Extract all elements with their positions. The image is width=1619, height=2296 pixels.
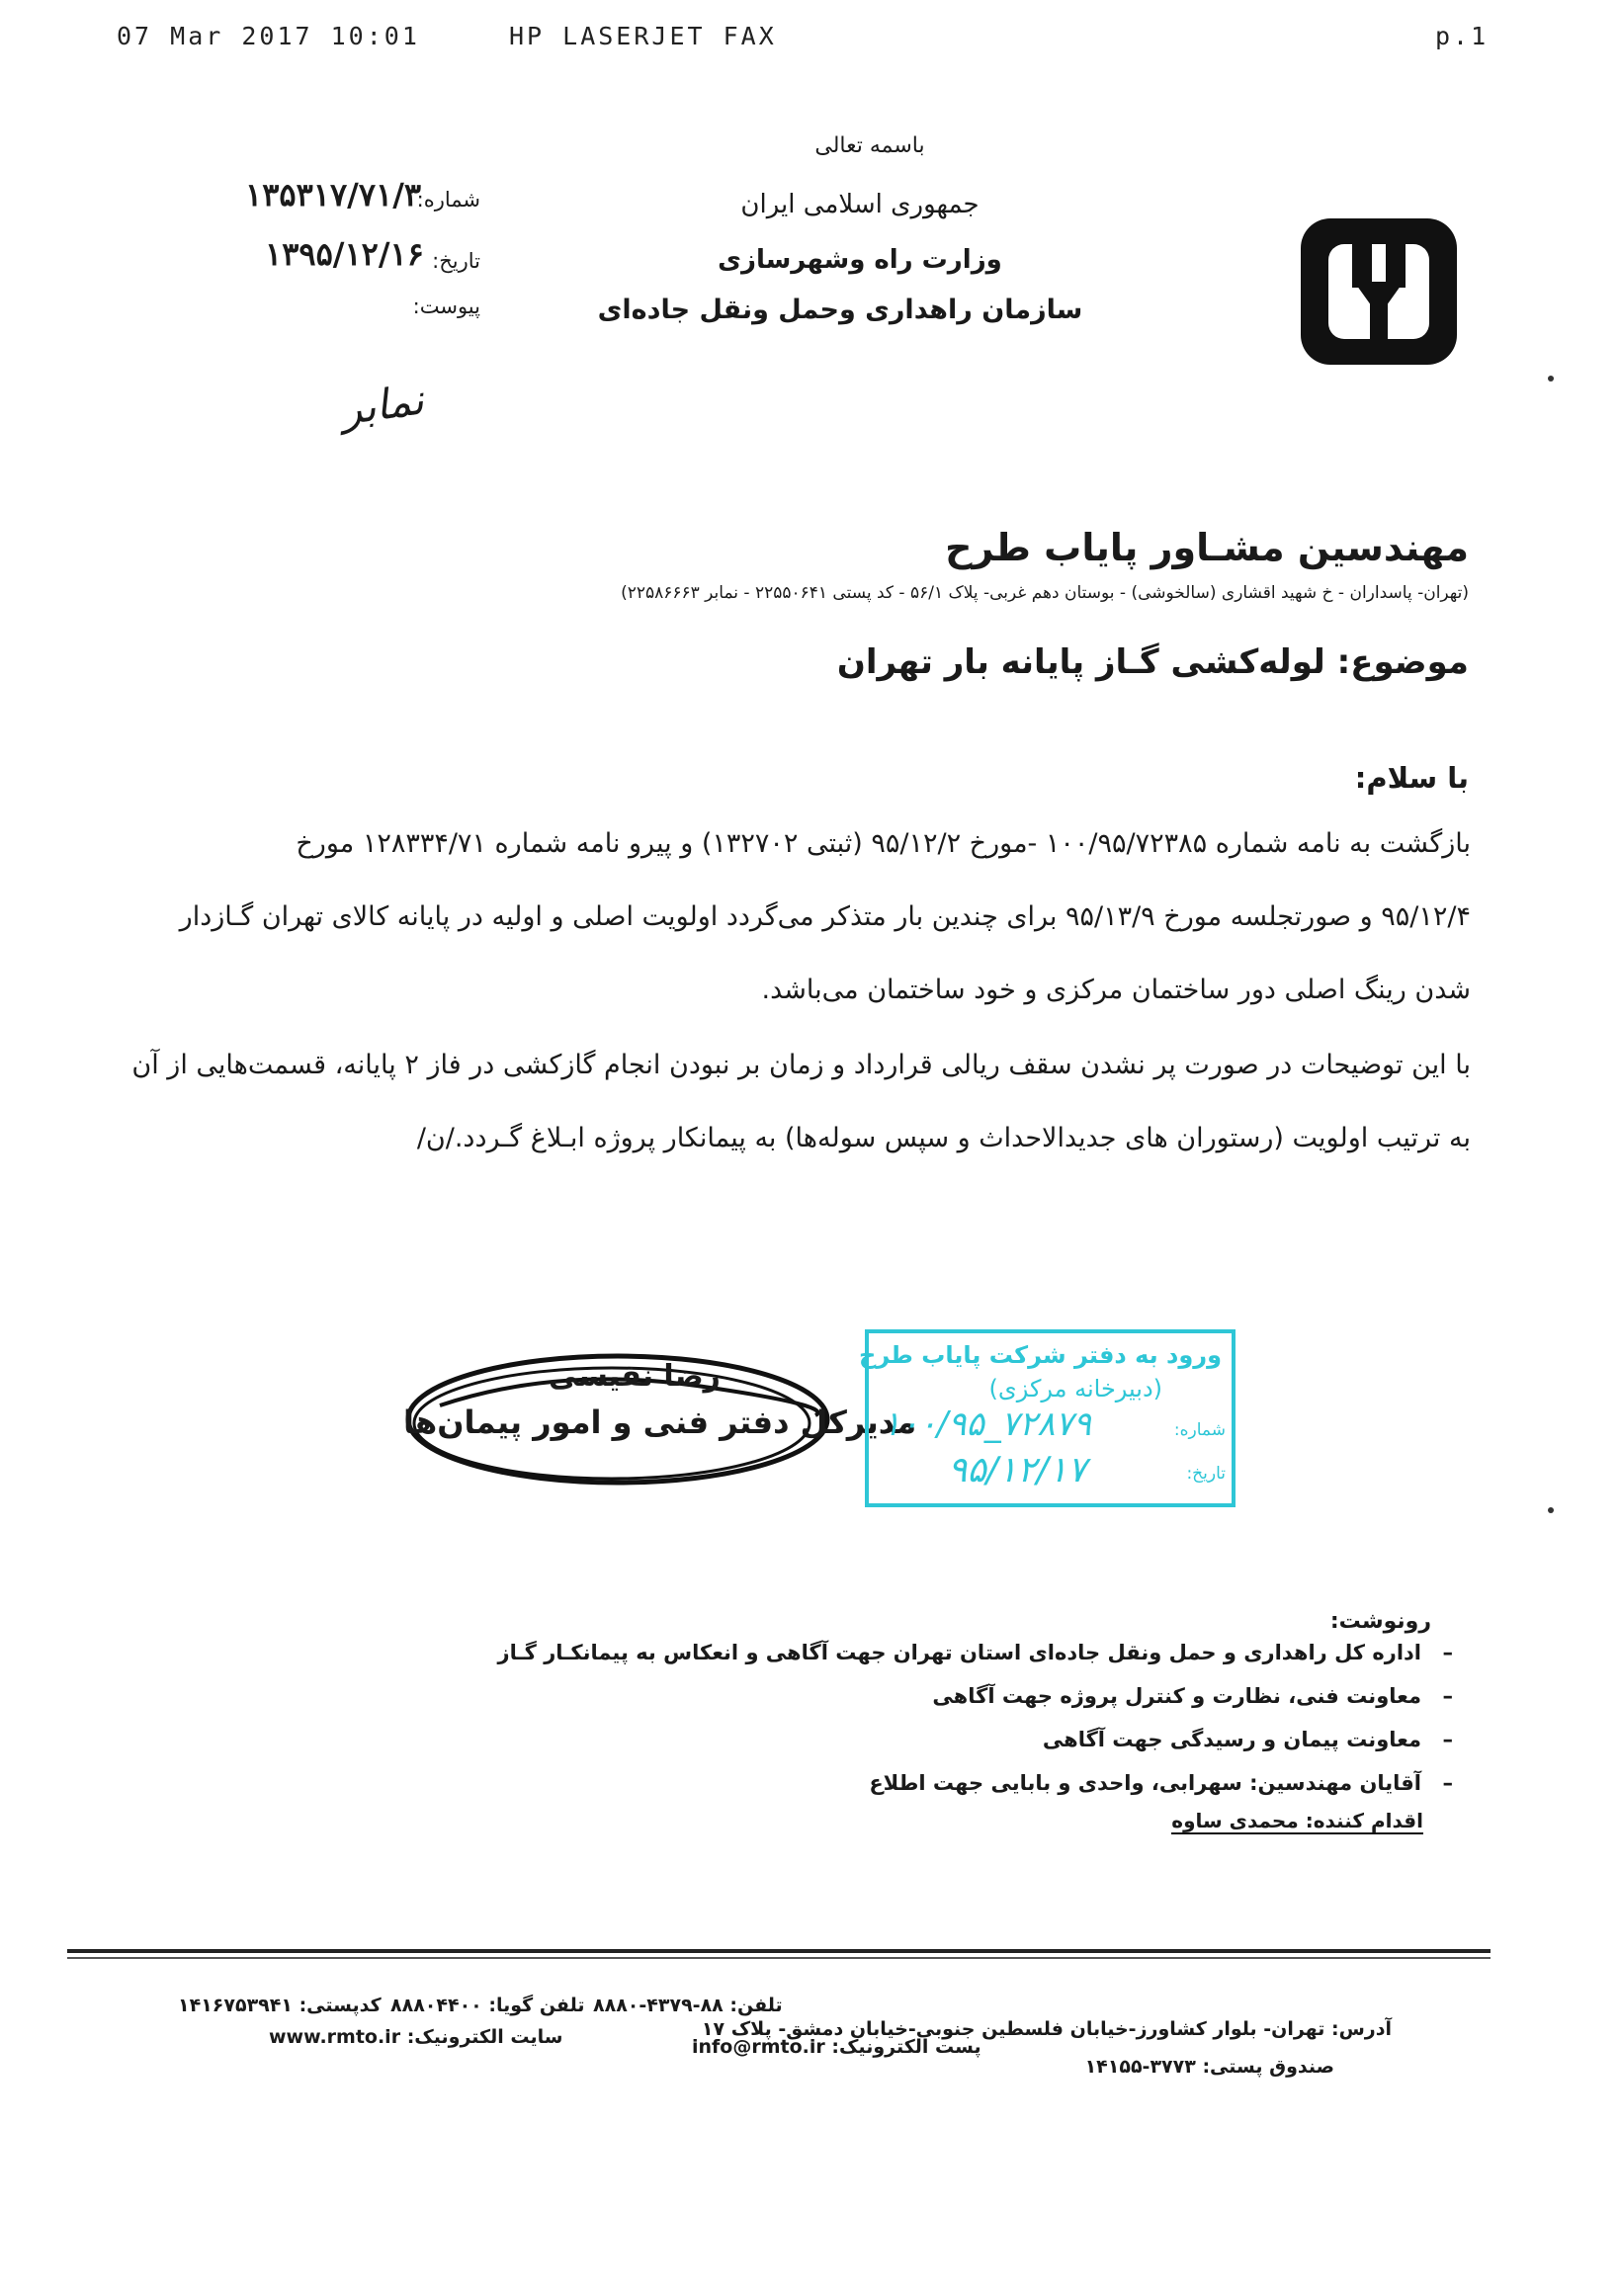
fax-datetime: 07 Mar 2017 10:01 bbox=[117, 22, 420, 50]
punch-mark bbox=[1548, 1507, 1554, 1513]
cc-item-1: – اداره کل راهداری و حمل ونقل جاده‌ای استان تهران جهت آگاهی و انعکاس به پیمانکـار گـاز bbox=[497, 1641, 1453, 1664]
stamp-number-value: ۱۰۰/۹۵_۷۲۸۷۹ bbox=[883, 1404, 1092, 1444]
letter-date: ۱۳۹۵/۱۲/۱۶ bbox=[265, 235, 424, 273]
subject bbox=[837, 642, 1469, 682]
punch-mark bbox=[1548, 376, 1554, 382]
subject-label: موضوع: bbox=[1336, 642, 1469, 682]
attachment-handwritten: نمابر bbox=[337, 375, 427, 435]
footer-website: سایت الکترونیک: www.rmto.ir bbox=[269, 2026, 563, 2048]
recipient-name: مهندسین مشـاور پایاب طرح bbox=[945, 526, 1469, 569]
body-line-2: ۹۵/۱۲/۴ و صورتجلسه مورخ ۹۵/۱۳/۹ برای چندین بار متذکر می‌گردد اولویت اصلی و اولیه در پایانه کالای تهران گـازدار bbox=[179, 901, 1471, 932]
fax-page-number: p.1 bbox=[1435, 22, 1490, 50]
footer-po-box: صندوق پستی: ۳۷۷۳-۱۴۱۵۵ bbox=[1084, 2056, 1334, 2078]
footer-rule-bottom bbox=[67, 1957, 1491, 1959]
recipient-address: (تهران- پاسداران - خ شهید اقشاری (سالخوشی) - بوستان دهم غربی- پلاک ۵۶/۱ - کد پستی ۲۲۵۵۰۶۴۱ - نمابر ۲۲۵۸۶۶۶۳) bbox=[621, 583, 1469, 603]
greeting: با سلام: bbox=[1354, 761, 1469, 795]
body-line-5: به ترتیب اولویت (رستوران های جدیدالاحداث و سپس سوله‌ها) به پیمانکار پروژه ابـلاغ گـردد./ن/ bbox=[416, 1123, 1471, 1153]
letter-number: ۱۳۵۳۱۷/۷۱/۳ bbox=[245, 176, 422, 213]
number-label: شماره: bbox=[416, 188, 480, 212]
stamp-date-label: تاریخ: bbox=[1186, 1464, 1226, 1484]
footer-email: پست الکترونیک: info@rmto.ir bbox=[692, 2036, 981, 2058]
body-line-1: بازگشت به نامه شماره ۱۰۰/۹۵/۷۲۳۸۵ -مورخ ۹۵/۱۲/۲ (ثبتی ۱۳۲۷۰۲) و پیرو نامه شماره ۱۲۸۳۳۴/۷۱ مورخ bbox=[296, 828, 1471, 859]
fax-device: HP LASERJET FAX bbox=[509, 22, 777, 50]
body-line-4: با این توضیحات در صورت پر نشدن سقف ریالی قرارداد و زمان بر نبودن انجام گازکشی در فاز ۲ پایانه، قسمت‌هایی از آن bbox=[131, 1050, 1471, 1080]
cc-bullet: – bbox=[1442, 1728, 1453, 1751]
country-name: جمهوری اسلامی ایران bbox=[740, 190, 980, 219]
footer-rule-top bbox=[67, 1949, 1491, 1953]
organization-name: سازمان راهداری وحمل ونقل جاده‌ای bbox=[597, 295, 1083, 325]
signatory-name: رضا نفیسی bbox=[549, 1359, 721, 1394]
subject-text: لوله‌کشی گـاز پایانه بار تهران bbox=[836, 642, 1325, 682]
cc-title: رونوشت: bbox=[1329, 1609, 1431, 1634]
cc-bullet: – bbox=[1442, 1641, 1453, 1664]
invocation: باسمه تعالی bbox=[814, 133, 925, 158]
stamp-number-label: شماره: bbox=[1173, 1420, 1226, 1440]
cc-bullet: – bbox=[1442, 1684, 1453, 1708]
cc-item-3: – معاونت پیمان و رسیدگی جهت آگاهی bbox=[1042, 1728, 1453, 1751]
cc-bullet: – bbox=[1442, 1771, 1453, 1795]
footer-phone: تلفن: ۸۸-۴۳۷۹-۸۸۸۰ bbox=[593, 1995, 783, 2016]
body-line-3: شدن رینگ اصلی دور ساختمان مرکزی و خود ساختمان می‌باشد. bbox=[761, 975, 1471, 1005]
ministry-name: وزارت راه وشهرسازی bbox=[718, 245, 1002, 275]
rmto-logo bbox=[1295, 213, 1463, 371]
footer-phone-auto: تلفن گویا: ۸۸۸۰۴۴۰۰ bbox=[390, 1995, 585, 2016]
cc-item-4: – آقایان مهندسین: سهرابی، واحدی و بابایی جهت اطلاع bbox=[869, 1771, 1453, 1795]
date-label: تاریخ: bbox=[432, 249, 480, 273]
footer-postal-code: کدپستی: ۱۴۱۶۷۵۳۹۴۱ bbox=[178, 1995, 382, 2016]
action-by: اقدام کننده: محمدی ساوه bbox=[1171, 1809, 1423, 1832]
stamp-line-1: ورود به دفتر شرکت پایاب طرح bbox=[859, 1341, 1222, 1369]
stamp-date-value: ۹۵/۱۲/۱۷ bbox=[948, 1450, 1087, 1490]
reception-stamp bbox=[859, 1329, 1236, 1507]
footer-address: آدرس: تهران- بلوار کشاورز-خیابان فلسطین جنوبی-خیابان دمشق- پلاک ۱۷ bbox=[701, 2018, 1392, 2040]
cc-item-2: – معاونت فنی، نظارت و کنترل پروژه جهت آگاهی bbox=[932, 1684, 1453, 1708]
attachment-label: پیوست: bbox=[412, 295, 480, 318]
signatory-title: مدیرکل دفتر فنی و امور پیمان‌ها bbox=[403, 1403, 917, 1441]
stamp-line-2: (دبیرخانه مرکزی) bbox=[988, 1375, 1162, 1403]
